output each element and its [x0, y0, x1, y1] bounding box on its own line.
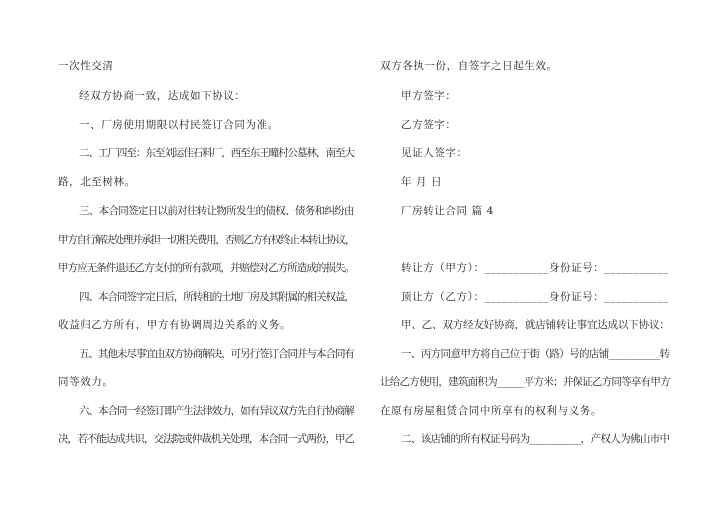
text-line: 顶让方（乙方）：___________身份证号：___________ [401, 291, 669, 303]
text-line: 五、其他未尽事宜由双方协商解决，可另行签订合同并与本合同有 [79, 348, 354, 360]
text-line: 在原有房屋租赁合同中所享有的权利与义务。 [380, 405, 602, 417]
text-line: 双方各执一份，自签字之日起生效。 [380, 60, 558, 72]
text-line: 一、丙方同意甲方将自己位于街（路）号的店铺___________转 [401, 348, 670, 360]
text-line: 四、本合同签字定日后，所转租的土地厂房及其附属的相关权益， [79, 291, 354, 303]
text-line: 甲方应无条件退还乙方支付的所有款项，并赔偿对乙方所造成的损失。 [58, 262, 355, 274]
text-line: 转让方（甲方）：___________身份证号：___________ [401, 262, 669, 274]
text-line: 一、厂房使用期限以村民签订合同为准。 [79, 119, 279, 131]
text-line: 三、本合同签定日以前对往转让物所发生的债权、债务和纠纷由 [79, 205, 354, 217]
text-line: 路，北至树林。 [58, 176, 136, 188]
text-line: 二、工厂四至：东至刘运佳石料厂，西至东王疃村公墓林，南至大 [79, 147, 354, 159]
text-line: 一次性交清 [58, 60, 114, 72]
text-line: 甲方自行解决处理并承担一切相关费用，否则乙方有权终止本转让协议， [58, 234, 355, 246]
date-line: 年 月 日 [401, 176, 443, 188]
signature-line-party-b: 乙方签字： [401, 119, 457, 131]
signature-line-witness: 见证人签字： [401, 147, 468, 159]
text-line: 同等效力。 [58, 376, 114, 388]
text-line: 甲、乙、双方经友好协商，就店铺转让事宜达成以下协议： [401, 319, 670, 331]
text-line: 收益归乙方所有，甲方有协调周边关系的义务。 [58, 319, 292, 331]
section-title: 厂房转让合同 篇 4 [401, 205, 494, 217]
text-line: 经双方协商一致，达成如下协议： [79, 90, 246, 102]
text-line: 让给乙方使用，建筑面积为______平方米；并保证乙方同等享有甲方 [380, 376, 670, 388]
text-line: 二、该店铺的所有权证号码为___________，产权人为佛山市中 [401, 433, 670, 445]
signature-line-party-a: 甲方签字： [401, 90, 457, 102]
text-line: 决，若不能达成共识，交法院或仲裁机关处理，本合同一式两份，甲乙 [58, 433, 355, 445]
text-line: 六、本合同一经签订即产生法律效力，如有异议双方先自行协商解 [79, 405, 354, 417]
